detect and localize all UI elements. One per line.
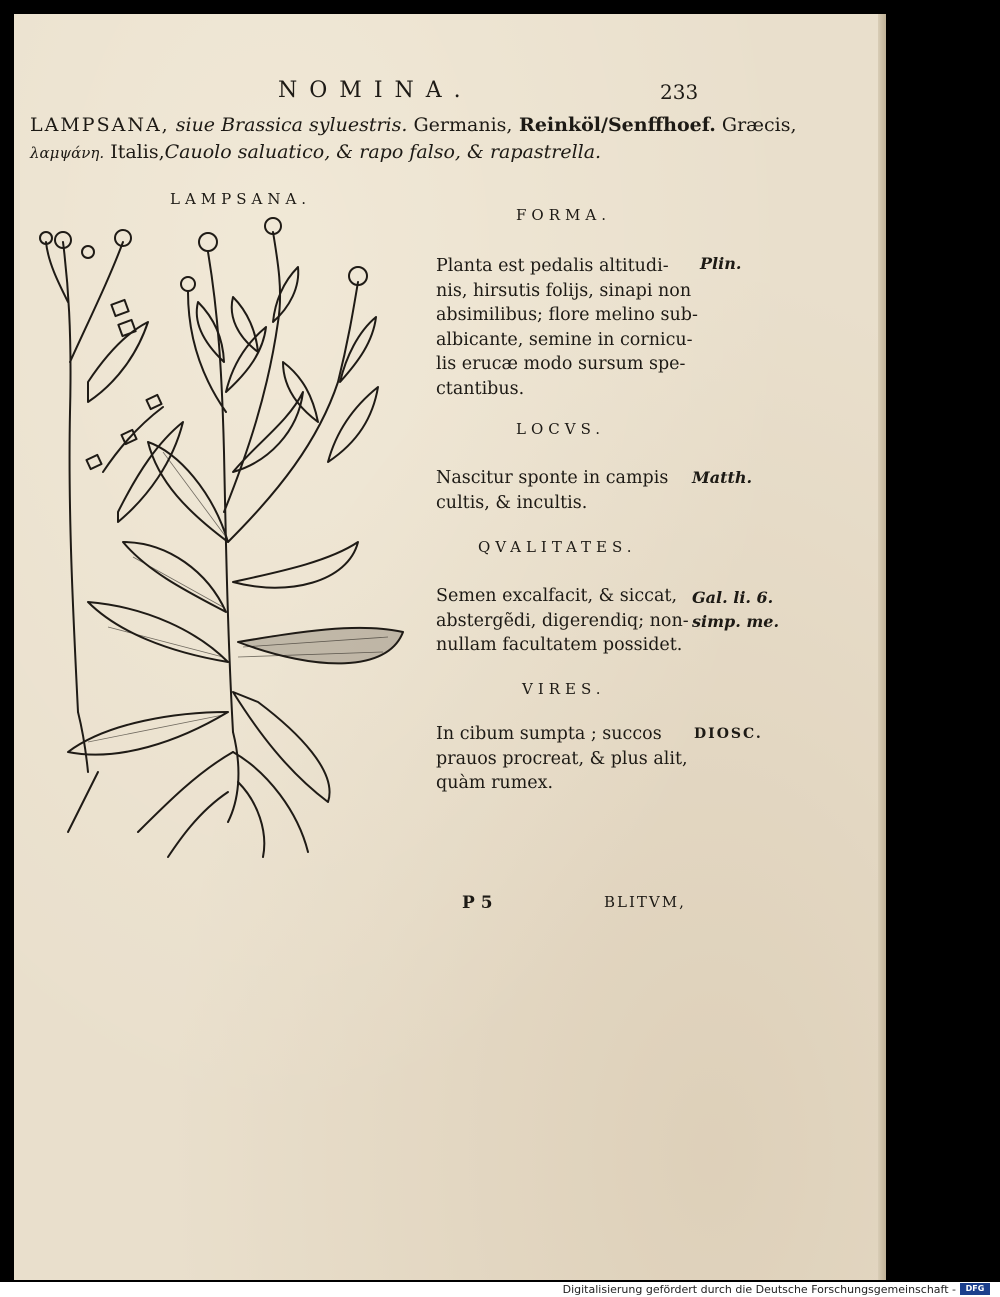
text-line: ctantibus. bbox=[436, 378, 525, 399]
catchword: BLITVM, bbox=[604, 893, 686, 911]
margin-note-diosc: DIOSC. bbox=[694, 726, 763, 742]
margin-note-matth: Matth. bbox=[692, 468, 753, 487]
text-line: lis erucæ modo sursum spe- bbox=[436, 354, 686, 374]
page-edge bbox=[878, 14, 886, 1280]
italis-label: Italis, bbox=[104, 141, 165, 163]
text-line: prauos procreat, & plus alit, bbox=[436, 748, 688, 769]
dfg-logo: DFG bbox=[960, 1283, 990, 1295]
heading-qualitates: QVALITATES. bbox=[478, 538, 637, 556]
locus-text bbox=[436, 466, 698, 515]
qualitates-text bbox=[436, 584, 698, 658]
names-line-1 bbox=[30, 114, 797, 136]
graecis-label: Græcis, bbox=[715, 114, 797, 136]
margin-note-simp: simp. me. bbox=[692, 612, 780, 631]
text-line: cultis, & incultis. bbox=[436, 492, 588, 513]
text-line: nis, hirsutis folijs, sinapi non bbox=[436, 280, 692, 301]
heading-locus: LOCVS. bbox=[516, 420, 606, 438]
plant-woodcut-illustration bbox=[28, 212, 418, 862]
page-number: 233 bbox=[660, 80, 699, 104]
vires-text bbox=[436, 722, 698, 796]
text-line: nullam facultatem possidet. bbox=[436, 635, 683, 655]
text-line: quàm rumex. bbox=[436, 773, 554, 793]
text-line: Planta est pedalis altitudi- bbox=[436, 256, 669, 276]
text-line: absimilibus; flore melino sub- bbox=[436, 305, 698, 325]
heading-forma: FORMA. bbox=[516, 206, 611, 224]
signature-mark: P 5 bbox=[462, 893, 493, 913]
margin-note-gal: Gal. li. 6. bbox=[692, 588, 774, 607]
germanis-label: Germanis, bbox=[407, 114, 513, 136]
names-line-2 bbox=[30, 141, 601, 163]
synonym: siue Brassica syluestris. bbox=[169, 114, 408, 136]
text-line: Nascitur sponte in campis bbox=[436, 468, 669, 488]
funding-credit: Digitalisierung gefördert durch die Deutsche Forschungsgemeinschaft - bbox=[562, 1283, 956, 1296]
text-line: In cibum sumpta ; succos bbox=[436, 724, 662, 744]
running-title: NOMINA. bbox=[278, 78, 473, 103]
text-line: albicante, semine in cornicu- bbox=[436, 329, 693, 350]
heading-vires: VIRES. bbox=[522, 680, 606, 698]
greek-name: λαμψάνη. bbox=[30, 144, 105, 162]
figure-caption: LAMPSANA. bbox=[170, 190, 312, 208]
text-line: Semen excalfacit, & siccat, bbox=[436, 586, 678, 606]
plant-name: LAMPSANA, bbox=[30, 114, 170, 136]
italian-names: Cauolo saluatico, & rapo falso, & rapastrella. bbox=[164, 141, 602, 163]
margin-note-plin: Plin. bbox=[700, 254, 742, 273]
forma-text bbox=[436, 254, 698, 401]
text-line: abstergẽdi, digerendiq; non- bbox=[436, 610, 689, 631]
german-names: Reinköl/Senffhoef. bbox=[512, 114, 716, 136]
